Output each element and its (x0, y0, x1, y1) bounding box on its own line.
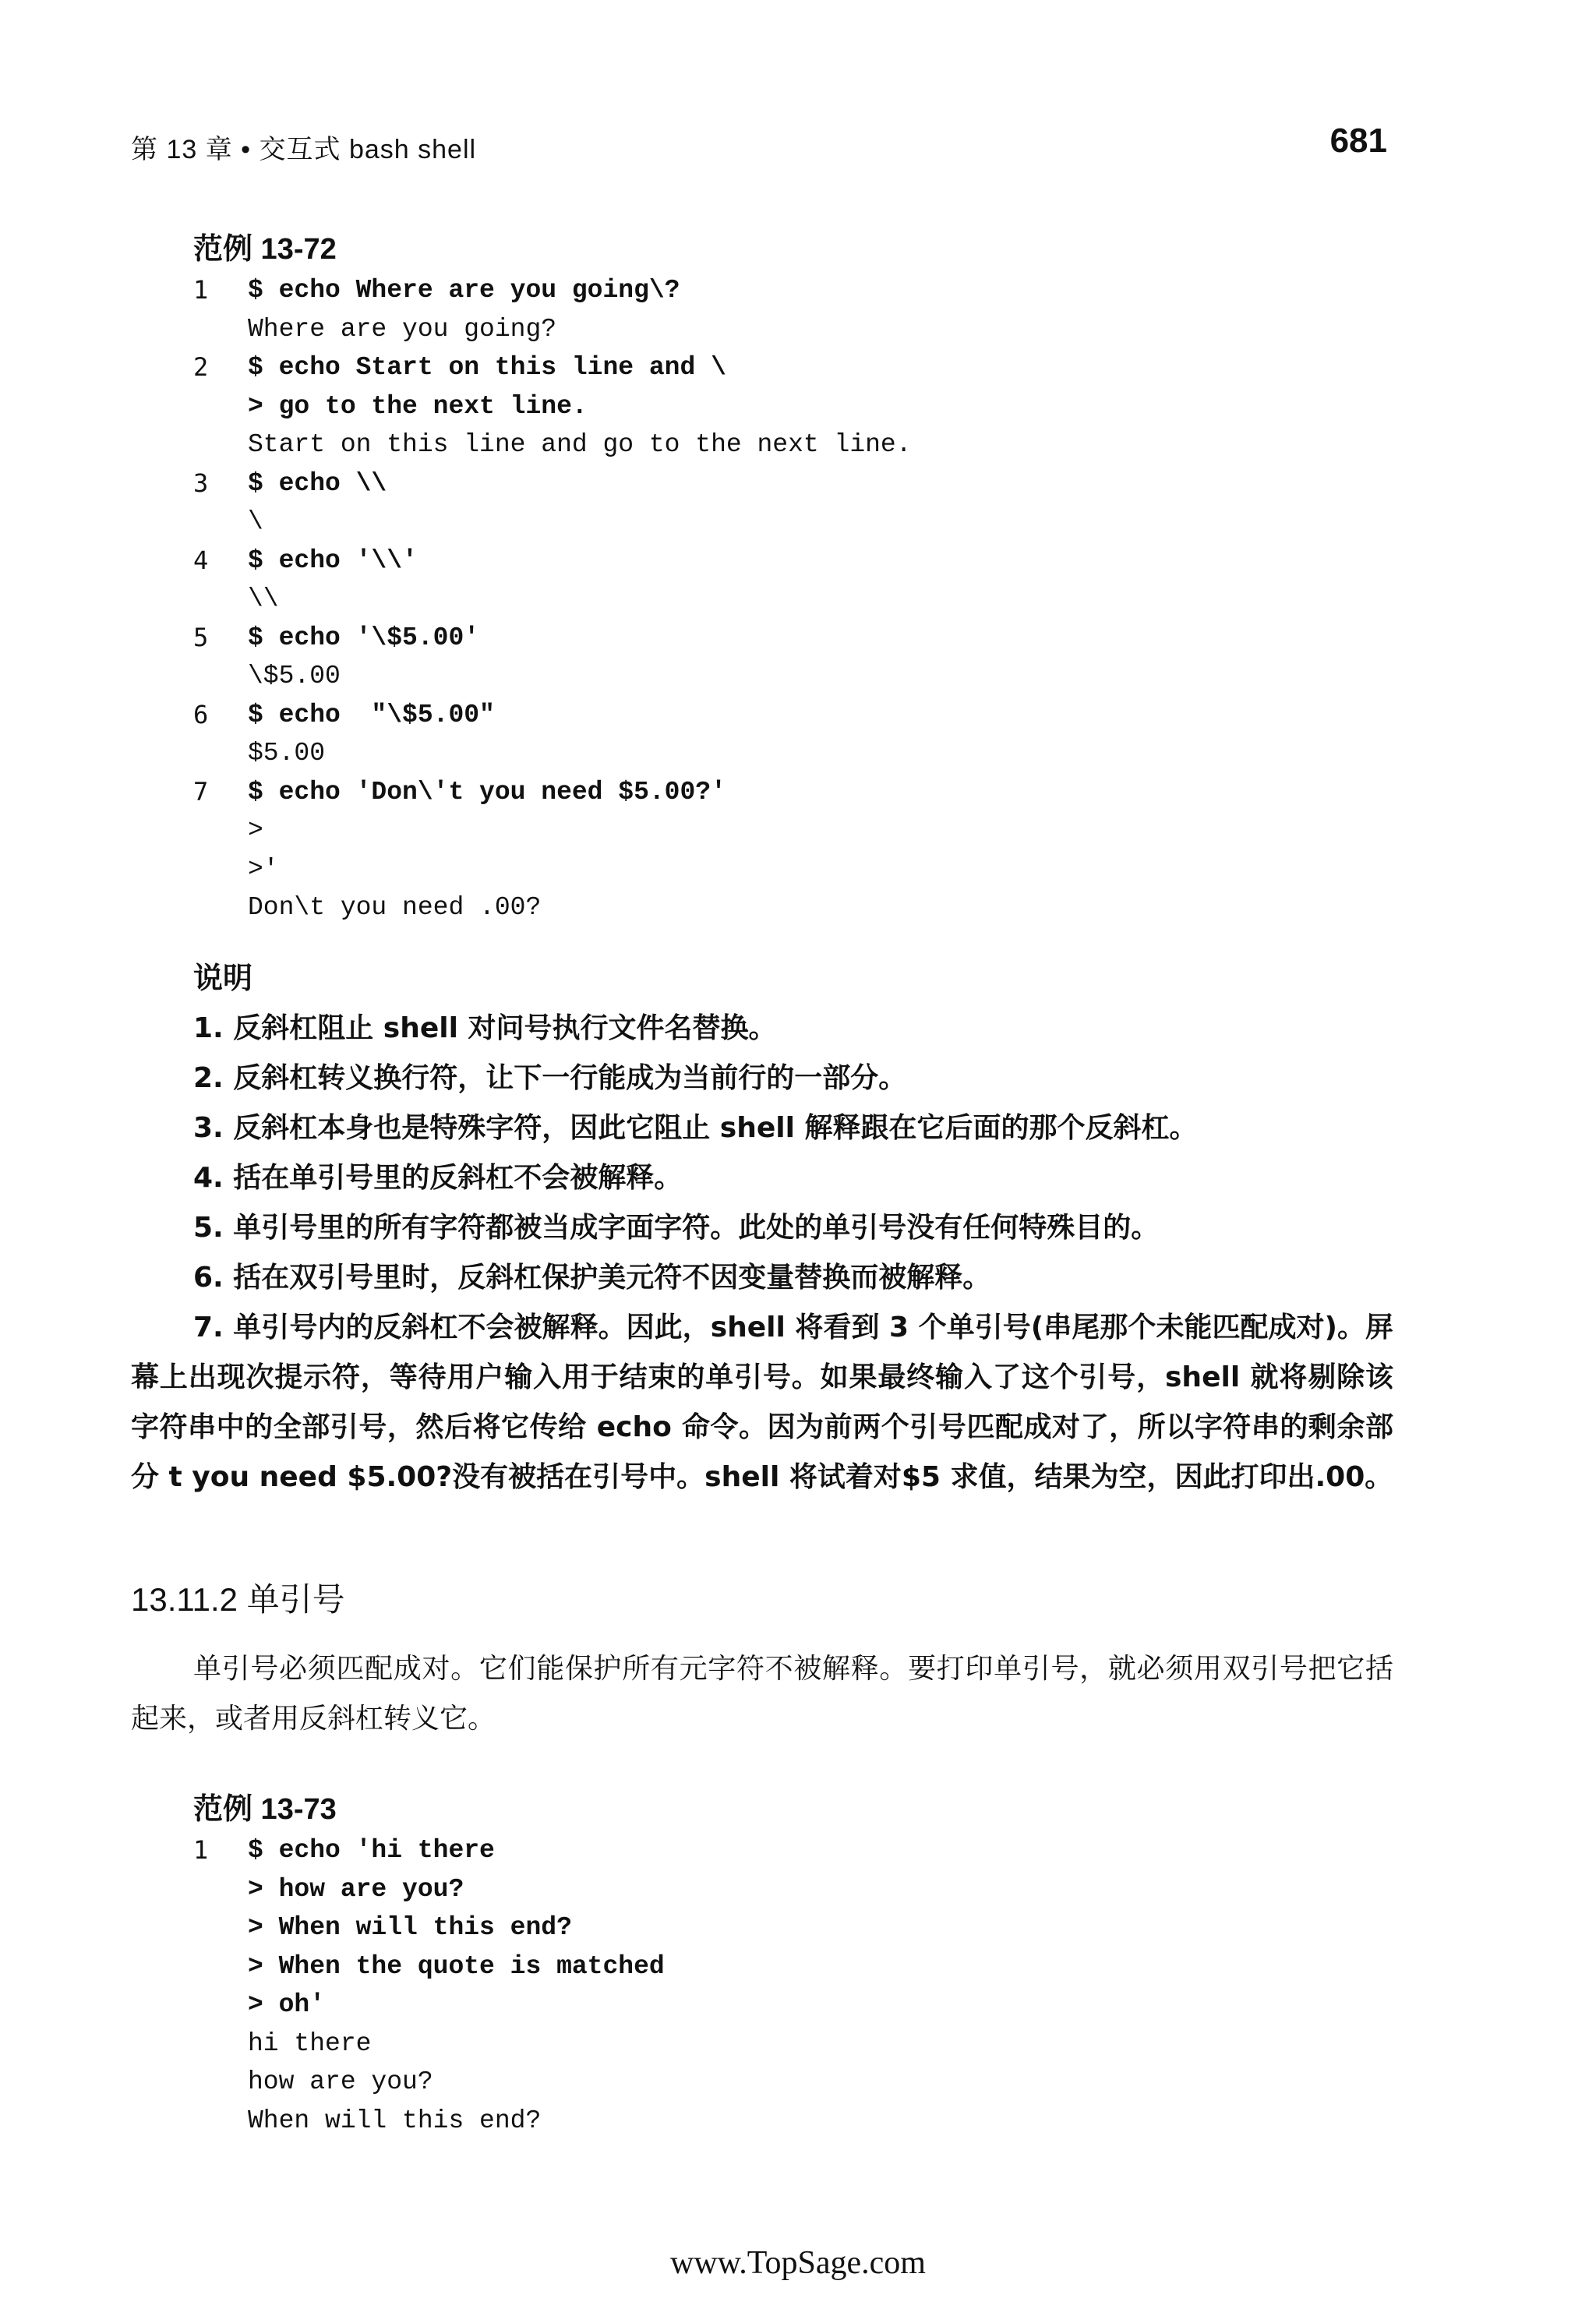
code-line-number: 2 (193, 352, 209, 382)
code-command: $ echo '\$5.00' (248, 623, 480, 652)
code-output: \ (248, 507, 263, 536)
code-output: \$5.00 (248, 662, 341, 690)
code-output: Where are you going? (248, 314, 557, 344)
note-item: 1. 反斜杠阻止 shell 对问号执行文件名替换。 (193, 1012, 777, 1044)
notes-title: 说明 (193, 961, 253, 995)
section-body: 单引号必须匹配成对。它们能保护所有元字符不被解释。要打印单引号，就必须用双引号把它括起来，或者用反斜杠转义它。 (131, 1653, 1393, 1735)
code-output: \\ (248, 584, 279, 613)
code-output: Start on this line and go to the next line. (248, 430, 912, 459)
code-output: When will this end? (248, 2106, 542, 2135)
example-13-72-title: 范例 13-72 (193, 233, 337, 266)
code-command: > oh' (248, 1990, 326, 2019)
note-item: 5. 单引号里的所有字符都被当成字面字符。此处的单引号没有任何特殊目的。 (193, 1212, 1160, 1244)
code-command: $ echo "\$5.00" (248, 700, 495, 729)
code-command: $ echo '\\' (248, 545, 418, 575)
code-output: how are you? (248, 2067, 433, 2096)
code-output: >' (248, 854, 279, 884)
code-output: hi there (248, 2028, 372, 2058)
notes-list (193, 1004, 1393, 1303)
code-line-number: 1 (193, 275, 209, 305)
code-command: $ echo Where are you going\? (248, 276, 680, 305)
code-command: $ echo 'Don\'t you need $5.00?' (248, 777, 726, 807)
note-item: 6. 括在双引号里时，反斜杠保护美元符不因变量替换而被解释。 (193, 1262, 991, 1294)
code-line-number: 4 (193, 545, 209, 575)
note-item: 2. 反斜杠转义换行符，让下一行能成为当前行的一部分。 (193, 1062, 907, 1094)
code-output: Don\t you need .00? (248, 893, 542, 922)
note-item-7: 7. 单引号内的反斜杠不会被解释。因此，shell 将看到 3 个单引号(串尾那个未能匹配成对)。屏幕上出现次提示符，等待用户输入用于结束的单引号。如果最终输入了这个引号，shell 就将剔除该字符串中的全部引号，然后将它传给 echo 命令。因为前两个引号匹配成对了，所以字符串的剩余部分 t you need $5.00?没有被括在引号中。shell 将试着对$5 求值，结果为空，因此打印出.00。 (131, 1312, 1393, 1493)
code-command: $ echo \\ (248, 468, 387, 498)
code-command: $ echo 'hi there (248, 1836, 495, 1865)
page-number: 681 (1329, 122, 1387, 160)
page-header-chapter: 第 13 章 • 交互式 bash shell (131, 135, 477, 164)
code-command: > When the quote is matched (248, 1951, 665, 1981)
code-command: > go to the next line. (248, 391, 588, 421)
code-line-number: 1 (193, 1835, 209, 1865)
code-line-number: 3 (193, 468, 209, 498)
code-command: $ echo Start on this line and \ (248, 353, 726, 382)
code-command: > When will this end? (248, 1913, 572, 1942)
code-output: > (248, 816, 263, 845)
note-item: 3. 反斜杠本身也是特殊字符，因此它阻止 shell 解释跟在它后面的那个反斜杠。 (193, 1112, 1198, 1144)
code-line-number: 6 (193, 699, 209, 729)
code-command: > how are you? (248, 1874, 464, 1904)
section-heading: 13.11.2 单引号 (131, 1581, 345, 1618)
code-line-number: 5 (193, 622, 209, 652)
example-13-73-title: 范例 13-73 (193, 1793, 337, 1826)
note-item: 4. 括在单引号里的反斜杠不会被解释。 (193, 1162, 683, 1194)
footer-url: www.TopSage.com (670, 2245, 926, 2281)
code-output: $5.00 (248, 739, 326, 768)
code-line-number: 7 (193, 776, 209, 807)
